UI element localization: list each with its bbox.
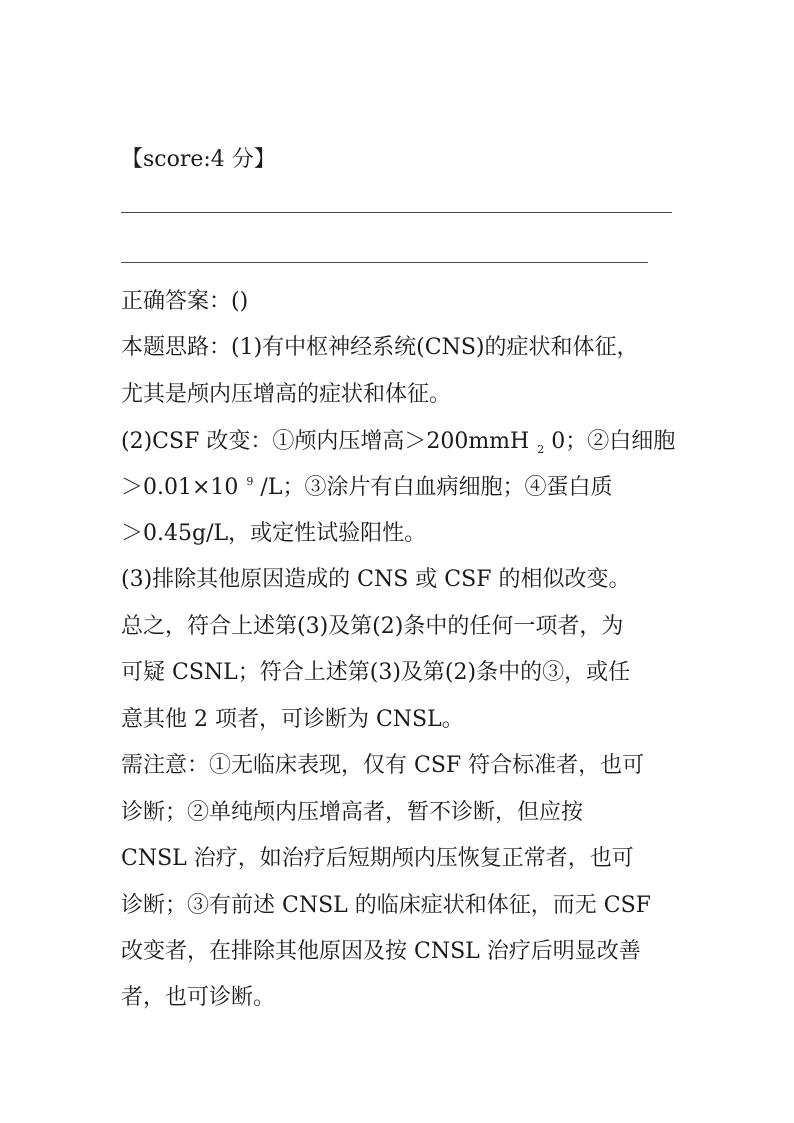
text-segment: /L；③涂片有白血病细胞；④蛋白质 <box>260 475 613 500</box>
explanation-line: CNSL 治疗，如治疗后短期颅内压恢复正常者，也可 <box>121 846 634 871</box>
explanation-line: 需注意：①无临床表现，仅有 CSF 符合标准者，也可 <box>121 753 645 778</box>
explanation-line: 本题思路：(1)有中枢神经系统(CNS)的症状和体征， <box>121 335 639 360</box>
explanation-line: 诊断；②单纯颅内压增高者，暂不诊断，但应按 <box>121 800 584 825</box>
explanation-line: (2)CSF 改变：①颅内压增高＞200mmH 2 0；②白细胞 <box>121 429 676 456</box>
correct-answer-label: 正确答案：() <box>121 289 249 314</box>
text-segment: 0；②白细胞 <box>551 429 676 454</box>
answer-blank-line-1 <box>121 212 672 213</box>
explanation-line: ＞0.45g/L，或定性试验阳性。 <box>121 521 427 546</box>
explanation-line: 改变者，在排除其他原因及按 CNSL 治疗后明显改善 <box>121 939 641 964</box>
explanation-line: 意其他 2 项者，可诊断为 CNSL。 <box>121 707 464 732</box>
explanation-line: 可疑 CSNL；符合上述第(3)及第(2)条中的③，或任 <box>121 660 631 685</box>
explanation-line: (3)排除其他原因造成的 CNS 或 CSF 的相似改变。 <box>121 567 631 592</box>
explanation-line: 诊断；③有前述 CNSL 的临床症状和体征，而无 CSF <box>121 893 651 918</box>
explanation-line: 尤其是颅内压增高的症状和体征。 <box>121 382 452 407</box>
answer-blank-line-2 <box>121 262 648 263</box>
explanation-line: ＞0.01×10 9 /L；③涂片有白血病细胞；④蛋白质 <box>121 475 613 500</box>
text-segment: (2)CSF 改变：①颅内压增高＞200mmH <box>121 429 530 454</box>
explanation-line: 者，也可诊断。 <box>121 985 276 1010</box>
text-segment: ＞0.01×10 <box>121 475 239 500</box>
explanation-line: 总之，符合上述第(3)及第(2)条中的任何一项者，为 <box>121 614 624 639</box>
score-label: 【score:4 分】 <box>121 147 276 172</box>
